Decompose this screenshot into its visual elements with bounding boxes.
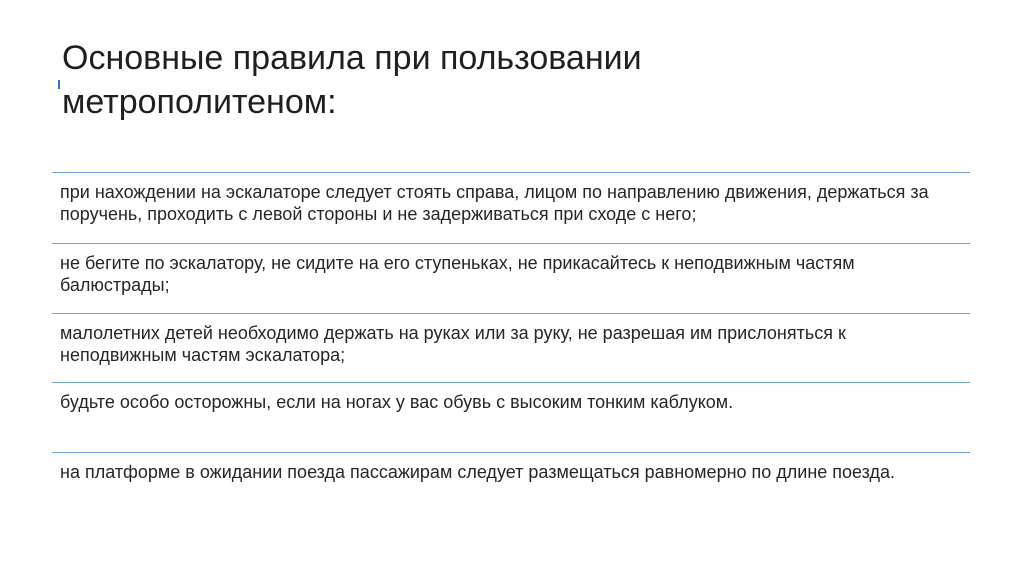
title-marker [58,80,60,89]
rule-item: не бегите по эскалатору, не сидите на его ступеньках, не прикасайтесь к неподвижным частям балюстрады; [52,243,970,313]
slide-title-line-2: метрополитеном: [62,83,337,121]
slide-title [62,36,882,124]
rules-list [52,172,970,522]
rule-item: малолетних детей необходимо держать на руках или за руку, не разрешая им прислоняться к неподвижным частям эскалатора; [52,313,970,382]
rule-item: при нахождении на эскалаторе следует стоять справа, лицом по направлению движения, держаться за поручень, проходить с левой стороны и не задерживаться при сходе с него; [52,172,970,243]
slide-title-line-1: Основные правила при пользовании [62,39,642,77]
rule-item: будьте особо осторожны, если на ногах у вас обувь с высоким тонким каблуком. [52,382,970,452]
rule-item: на платформе в ожидании поезда пассажирам следует размещаться равномерно по длине поезда. [52,452,970,522]
